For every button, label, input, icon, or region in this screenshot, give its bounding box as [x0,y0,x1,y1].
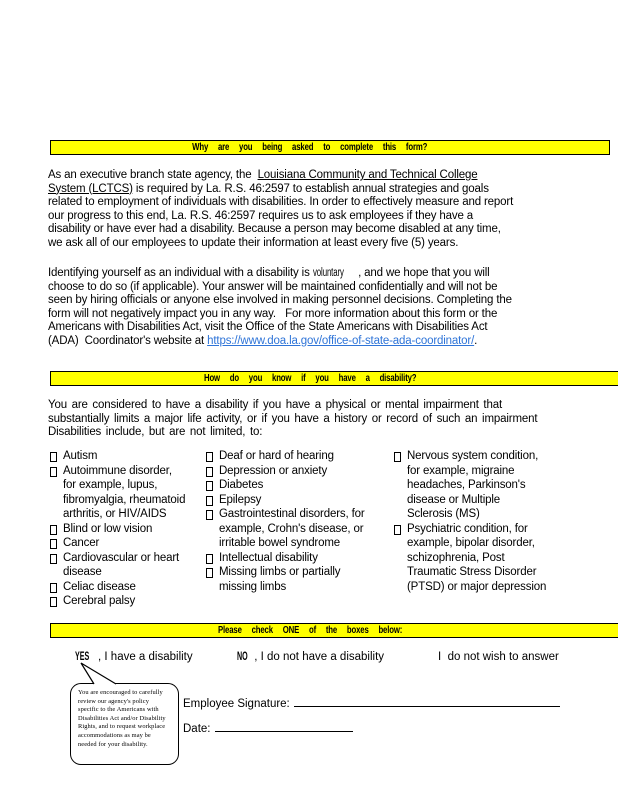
disability-item [206,493,392,508]
disability-column-3 [394,449,576,594]
item-line: disease [63,566,102,578]
text-line [48,335,583,349]
employee-signature-label: Employee Signature: [183,698,290,710]
text-segment: we ask all of our employees to update their information at least every five (5) years. [48,236,459,249]
text-segment: Identifying yourself as an individual with a disability is [48,267,313,279]
paragraph-definition [48,399,583,440]
item-line: for example, lupus, [63,479,158,491]
banner-how-text: How do you know if you have a disability? [203,373,417,384]
item-line: Intellectual disability [219,551,318,564]
text-segment: voluntary [312,267,344,279]
disability-item-text [219,464,327,479]
answer-option-no[interactable] [237,651,384,663]
disability-item [50,551,208,580]
checkbox-icon [50,554,57,564]
checkbox-icon [50,525,57,535]
text-segment: As an executive branch state agency, the [48,169,258,181]
text-segment: , and we hope that you will [358,267,490,279]
disability-item-text [407,449,538,522]
checkbox-icon [50,467,57,477]
disability-item-text [219,507,365,551]
text-line [48,183,583,197]
item-line: Sclerosis (MS) [407,508,480,520]
item-line: Cancer [63,537,100,549]
disability-item [50,464,208,522]
text-segment: System (LCTCS) [48,182,133,195]
text-segment: You are considered to have a disability if you have a physical or mental impairment that [48,399,503,411]
text-segment: choose to do so (if applicable). Your answer will be maintained confidentially and will not be [48,280,498,293]
item-line: Blind or low vision [63,522,153,535]
date-label: Date: [183,723,211,735]
item-line: disease or Multiple [407,493,501,506]
disability-item [50,594,208,609]
disability-item [394,449,576,522]
text-segment: Americans with Disabilities Act, visit the Office of the State Americans with Disabilities Act [48,321,488,333]
text-segment: related to employment of individuals with disabilities. In order to effectively measure and report [48,196,514,208]
text-line [48,321,583,335]
item-line: example, bipolar disorder, [407,537,535,549]
item-line: Depression or anxiety [219,464,328,477]
text-segment: . [474,334,478,347]
disability-item-text [219,551,318,566]
text-line [48,196,583,210]
paragraph-confidentiality [48,267,583,348]
disability-item-text [219,478,263,493]
callout-line: needed for your disability. [78,740,148,748]
text-line [48,294,583,308]
item-line: (PTSD) or major depression [407,580,547,593]
checkbox-icon [394,452,401,462]
disability-item-text [63,522,152,537]
text-line [48,223,583,237]
no-text: , I do not have a disability [254,651,385,663]
text-line [48,413,583,427]
checkbox-icon [206,467,213,477]
disability-item [206,478,392,493]
text-segment: is required by La. R.S. 46:2597 to establish annual strategies and goals [132,182,489,195]
checkbox-icon [206,481,213,491]
item-line: Gastrointestinal disorders, for [219,508,365,520]
item-line: Nervous system condition, [407,450,539,462]
disability-item-text [219,493,261,508]
disability-item [206,551,392,566]
text-segment: seen by hiring officials or anyone else involved in making personnel decisions. Completing the [48,294,512,306]
item-line: Epilepsy [219,493,262,506]
checkbox-icon [50,539,57,549]
text-segment: disability or have ever had a disability. Because a person may become disabled at any time, [48,223,501,235]
banner-why-text: Why are you being asked to complete this form? [192,142,428,153]
disability-item-text [219,449,334,464]
item-line: Autoimmune disorder, [63,464,172,477]
checkbox-icon [50,583,57,593]
text-line [48,426,583,440]
disability-column-2 [206,449,392,594]
banner-check-one-text: Please check ONE of the boxes below: [217,625,403,636]
disability-item [206,449,392,464]
checkbox-icon [206,510,213,520]
disability-item [50,449,208,464]
text-line [48,267,583,281]
item-line: Missing limbs or partially [219,566,341,578]
item-line: missing limbs [219,580,287,593]
employee-signature-row [183,694,560,719]
banner-how [50,371,618,386]
item-line: fibromyalgia, rheumatoid [63,493,186,506]
no-label: NO [237,651,248,663]
callout-line: Disabilities Act and/or Disability [78,714,166,722]
item-line: headaches, Parkinson's [407,479,526,491]
text-segment: Louisiana Community and Technical College [257,169,478,181]
disability-item-text [63,594,135,609]
disability-item [50,536,208,551]
text-line [48,399,583,413]
disability-item-text [63,536,99,551]
employee-signature-field[interactable] [294,694,560,707]
item-line: Autism [63,450,98,462]
text-line [48,210,583,224]
disability-item [50,522,208,537]
disability-item-text [63,464,185,522]
checkbox-icon [206,568,213,578]
text-line [48,169,583,183]
text-segment: (ADA) Coordinator's website at [48,334,208,347]
checkbox-icon [206,554,213,564]
date-field[interactable] [215,719,353,732]
paragraph-purpose [48,169,583,250]
item-line: irritable bowel syndrome [219,537,341,549]
text-line [48,308,583,322]
callout-line: review our agency's policy [78,697,150,705]
item-line: Deaf or hard of hearing [219,450,334,462]
item-line: schizophrenia, Post [407,551,505,564]
checkbox-icon [206,496,213,506]
yes-label: YES [75,651,90,663]
checkbox-icon [50,452,57,462]
callout-line: specific to the Americans with [78,706,159,714]
item-line: Cardiovascular or heart [63,551,180,564]
disability-item-text [407,522,546,595]
text-segment: substantially limits a major life activity, or if you have a history or record of such an impairment [48,412,538,425]
item-line: Traumatic Stress Disorder [407,566,537,578]
callout-note [70,683,179,765]
disability-item-text [63,449,97,464]
banner-why [50,140,610,155]
text-segment: Disabilities include, but are not limited, to: [48,426,263,438]
item-line: Psychiatric condition, for [407,522,528,535]
disability-item [206,464,392,479]
text-segment: our progress to this end, La. R.S. 46:2597 requires us to ask employees if they have a [48,209,473,222]
item-line: Celiac disease [63,580,136,593]
item-line: arthritis, or HIV/AIDS [63,508,167,520]
callout-line: You are encouraged to carefully [78,689,163,696]
banner-check-one [50,623,618,638]
callout-line: accommodations as may be [78,731,151,739]
item-line: Cerebral palsy [63,595,136,607]
item-line: example, Crohn's disease, or [219,522,364,535]
disability-item-text [219,565,340,594]
disability-column-1 [50,449,208,609]
item-line: Diabetes [219,479,264,491]
answer-option-abstain[interactable]: I do not wish to answer [438,651,559,663]
disability-item [394,522,576,595]
date-row [183,719,560,744]
disability-item-text [63,580,136,595]
checkbox-icon [394,525,401,535]
text-line [48,237,583,251]
signature-block [183,694,560,744]
item-line: for example, migraine [407,464,515,477]
ada-coordinator-link[interactable]: https://www.doa.la.gov/office-of-state-ada-coordinator/ [207,334,475,347]
disability-item [50,580,208,595]
callout-line: Rights, and to request workplace [78,723,166,731]
text-line [48,281,583,295]
disability-item [206,507,392,551]
callout-pointer-icon [72,661,124,685]
yes-text: , I have a disability [98,651,193,663]
disability-item-text [63,551,179,580]
checkbox-icon [206,452,213,462]
checkbox-icon [50,597,57,607]
text-segment: form will not negatively impact you in any way. For more information about this form or the [48,307,498,320]
disability-item [206,565,392,594]
